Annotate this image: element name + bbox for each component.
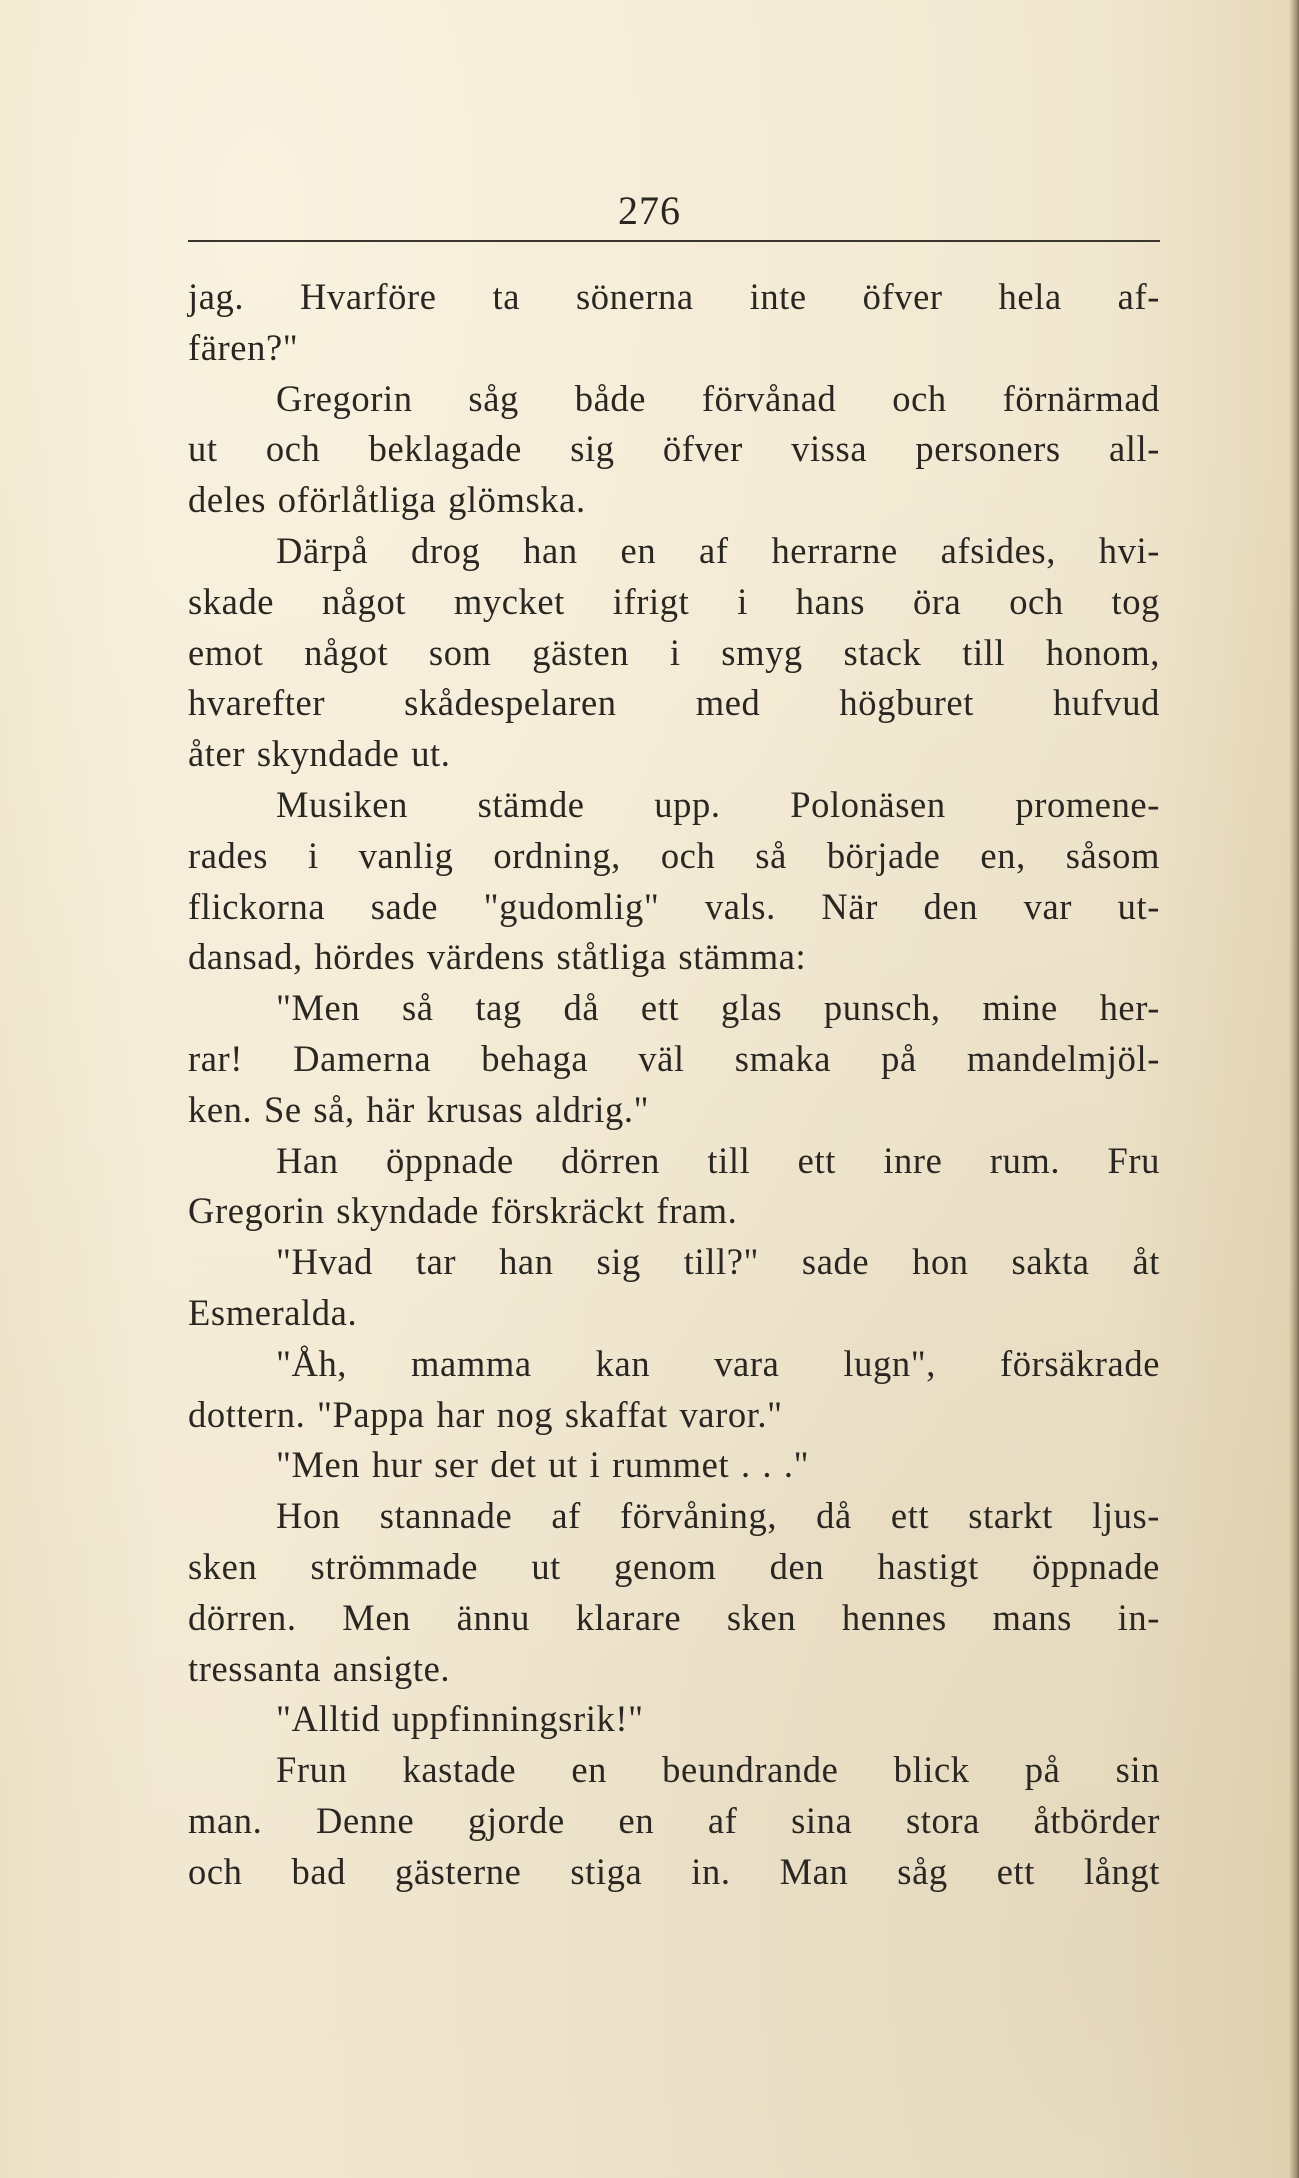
text-line: fären?" [188,326,299,368]
text-line: "Åh, mamma kan vara lugn", försäkrade [276,1342,1160,1384]
text-line: flickorna sade "gudomlig" vals. När den var ut- [188,885,1160,927]
body-text [188,272,1160,1898]
text-line: Därpå drog han en af herrarne afsides, hvi- [276,529,1160,571]
page-edge-shadow [1289,0,1299,2178]
text-line: "Hvad tar han sig till?" sade hon sakta åt [276,1241,1160,1283]
text-line: Gregorin såg både förvånad och förnärmad [276,377,1160,419]
header-rule [188,240,1160,242]
text-line: sken strömmade ut genom den hastigt öppnade [188,1545,1160,1587]
text-line: deles oförlåtliga glömska. [188,479,586,521]
text-line: Han öppnade dörren till ett inre rum. Fru [276,1139,1160,1181]
text-line: tressanta ansigte. [188,1647,451,1689]
text-line: man. Denne gjorde en af sina stora åtbörder [188,1799,1160,1841]
text-line: Musiken stämde upp. Polonäsen promene- [276,783,1160,825]
text-line: rades i vanlig ordning, och så började en, såsom [188,834,1160,876]
page-number: 276 [618,188,681,233]
text-line: dottern. "Pappa har nog skaffat varor." [188,1393,783,1435]
text-line: åter skyndade ut. [188,733,451,775]
text-line: Frun kastade en beundrande blick på sin [276,1749,1160,1791]
text-line: "Alltid uppfinningsrik!" [276,1698,644,1740]
text-line: rar! Damerna behaga väl smaka på mandelmjöl- [188,1037,1160,1079]
text-line: dörren. Men ännu klarare sken hennes mans in- [188,1596,1160,1638]
text-line: Esmeralda. [188,1291,358,1333]
text-line: emot något som gästen i smyg stack till honom, [188,631,1160,673]
text-line: "Men så tag då ett glas punsch, mine her- [276,987,1160,1029]
text-line: dansad, hördes värdens ståtliga stämma: [188,936,807,978]
text-line: hvarefter skådespelaren med högburet hufvud [188,682,1160,724]
text-line: Gregorin skyndade förskräckt fram. [188,1190,738,1232]
text-line: ut och beklagade sig öfver vissa personers all- [188,428,1160,470]
text-line: ken. Se så, här krusas aldrig." [188,1088,650,1130]
text-line: och bad gästerne stiga in. Man såg ett långt [188,1850,1160,1892]
text-line: "Men hur ser det ut i rummet . . ." [276,1444,810,1486]
text-line: skade något mycket ifrigt i hans öra och tog [188,580,1160,622]
text-line: Hon stannade af förvåning, då ett starkt ljus- [276,1495,1160,1537]
text-line: jag. Hvarföre ta sönerna inte öfver hela af- [188,276,1160,317]
